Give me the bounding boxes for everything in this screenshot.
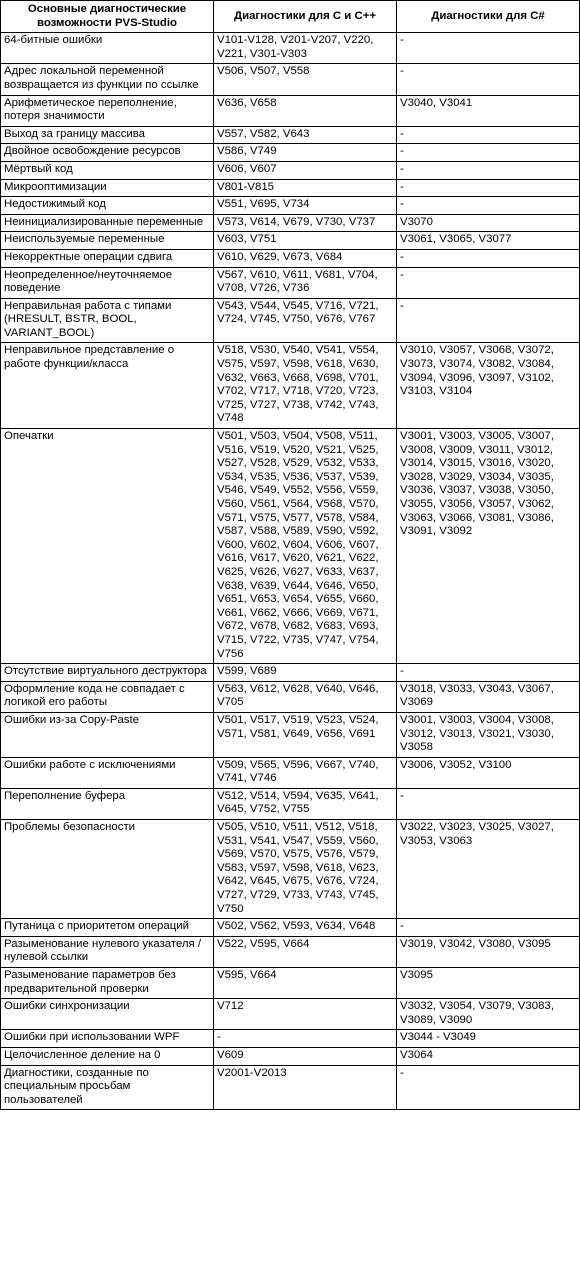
cpp-cell: V563, V612, V628, V640, V646, V705	[214, 681, 397, 712]
header-row	[1, 1, 580, 33]
csharp-cell: V3019, V3042, V3080, V3095	[397, 936, 580, 967]
capability-cell: Путаница с приоритетом операций	[1, 919, 214, 937]
table-row	[1, 33, 580, 64]
capability-cell: Разыменование параметров без предварительной проверки	[1, 968, 214, 999]
cpp-cell: V595, V664	[214, 968, 397, 999]
cpp-cell: V599, V689	[214, 664, 397, 682]
csharp-cell: -	[397, 126, 580, 144]
table-row	[1, 232, 580, 250]
csharp-cell: -	[397, 788, 580, 819]
table-row	[1, 214, 580, 232]
csharp-cell: -	[397, 1065, 580, 1110]
capability-cell: 64-битные ошибки	[1, 33, 214, 64]
table-row	[1, 681, 580, 712]
csharp-cell: V3095	[397, 968, 580, 999]
cpp-cell: V501, V503, V504, V508, V511, V516, V519, V520, V521, V525, V527, V528, V529, V532, V533, V534, V535, V536, V537, V539, V546, V549, V552, V556, V559, V560, V561, V564, V568, V570, V571, V575, V577, V578, V584, V587, V588, V589, V590, V592, V600, V602, V604, V606, V607, V616, V617, V620, V621, V622, V625, V626, V627, V633, V637, V638, V639, V644, V646, V650, V651, V653, V654, V655, V660, V661, V662, V666, V669, V671, V672, V678, V682, V683, V693, V715, V722, V735, V747, V754, V756	[214, 429, 397, 664]
table-row	[1, 919, 580, 937]
table-row	[1, 1047, 580, 1065]
cpp-cell: V610, V629, V673, V684	[214, 249, 397, 267]
table-row	[1, 1030, 580, 1048]
cpp-cell: V636, V658	[214, 95, 397, 126]
table-row	[1, 343, 580, 429]
table-row	[1, 936, 580, 967]
cpp-cell: V606, V607	[214, 161, 397, 179]
table-row	[1, 197, 580, 215]
table-row	[1, 249, 580, 267]
table-row	[1, 712, 580, 757]
header-capabilities: Основные диагностические возможности PVS-Studio	[1, 1, 214, 33]
capability-cell: Выход за границу массива	[1, 126, 214, 144]
csharp-cell: V3001, V3003, V3005, V3007, V3008, V3009, V3011, V3012, V3014, V3015, V3016, V3020, V3028, V3029, V3034, V3035, V3036, V3037, V3038, V3050, V3055, V3056, V3057, V3062, V3063, V3066, V3081, V3086, V3091, V3092	[397, 429, 580, 664]
csharp-cell: V3001, V3003, V3004, V3008, V3012, V3013, V3021, V3030, V3058	[397, 712, 580, 757]
capability-cell: Адрес локальной переменной возвращается из функции по ссылке	[1, 64, 214, 95]
table-row	[1, 999, 580, 1030]
table-row	[1, 968, 580, 999]
table-row	[1, 298, 580, 343]
cpp-cell: V518, V530, V540, V541, V554, V575, V597, V598, V618, V630, V632, V663, V668, V698, V701, V702, V717, V718, V720, V723, V725, V727, V738, V742, V743, V748	[214, 343, 397, 429]
csharp-cell: -	[397, 197, 580, 215]
capability-cell: Неинициализированные переменные	[1, 214, 214, 232]
cpp-cell: V502, V562, V593, V634, V648	[214, 919, 397, 937]
cpp-cell: V543, V544, V545, V716, V721, V724, V745, V750, V676, V767	[214, 298, 397, 343]
capability-cell: Неиспользуемые переменные	[1, 232, 214, 250]
capability-cell: Диагностики, созданные по специальным просьбам пользователей	[1, 1065, 214, 1110]
table-row	[1, 788, 580, 819]
csharp-cell: V3032, V3054, V3079, V3083, V3089, V3090	[397, 999, 580, 1030]
capability-cell: Оформление кода не совпадает с логикой его работы	[1, 681, 214, 712]
cpp-cell: V551, V695, V734	[214, 197, 397, 215]
cpp-cell: -	[214, 1030, 397, 1048]
capability-cell: Опечатки	[1, 429, 214, 664]
cpp-cell: V2001-V2013	[214, 1065, 397, 1110]
table-row	[1, 126, 580, 144]
table-row	[1, 161, 580, 179]
csharp-cell: -	[397, 179, 580, 197]
csharp-cell: V3040, V3041	[397, 95, 580, 126]
capability-cell: Ошибки работе с исключениями	[1, 757, 214, 788]
csharp-cell: -	[397, 144, 580, 162]
csharp-cell: V3064	[397, 1047, 580, 1065]
capability-cell: Неправильное представление о работе функции/класса	[1, 343, 214, 429]
csharp-cell: -	[397, 64, 580, 95]
capability-cell: Ошибки из-за Copy-Paste	[1, 712, 214, 757]
header-cpp-diagnostics: Диагностики для C и C++	[214, 1, 397, 33]
table-row	[1, 1065, 580, 1110]
cpp-cell: V522, V595, V664	[214, 936, 397, 967]
csharp-cell: -	[397, 161, 580, 179]
csharp-cell: -	[397, 33, 580, 64]
header-csharp-diagnostics: Диагностики для C#	[397, 1, 580, 33]
table-row	[1, 95, 580, 126]
csharp-cell: -	[397, 919, 580, 937]
capability-cell: Проблемы безопасности	[1, 820, 214, 919]
csharp-cell: -	[397, 664, 580, 682]
capability-cell: Мёртвый код	[1, 161, 214, 179]
csharp-cell: V3010, V3057, V3068, V3072, V3073, V3074, V3082, V3084, V3094, V3096, V3097, V3102, V3103, V3104	[397, 343, 580, 429]
cpp-cell: V506, V507, V558	[214, 64, 397, 95]
table-row	[1, 64, 580, 95]
cpp-cell: V586, V749	[214, 144, 397, 162]
capability-cell: Отсутствие виртуального деструктора	[1, 664, 214, 682]
cpp-cell: V567, V610, V611, V681, V704, V708, V726, V736	[214, 267, 397, 298]
capability-cell: Неправильная работа с типами (HRESULT, BSTR, BOOL, VARIANT_BOOL)	[1, 298, 214, 343]
csharp-cell: V3006, V3052, V3100	[397, 757, 580, 788]
cpp-cell: V712	[214, 999, 397, 1030]
capability-cell: Неопределенное/неуточняемое поведение	[1, 267, 214, 298]
cpp-cell: V501, V517, V519, V523, V524, V571, V581, V649, V656, V691	[214, 712, 397, 757]
capability-cell: Переполнение буфера	[1, 788, 214, 819]
cpp-cell: V609	[214, 1047, 397, 1065]
cpp-cell: V801-V815	[214, 179, 397, 197]
table-row	[1, 820, 580, 919]
cpp-cell: V512, V514, V594, V635, V641, V645, V752, V755	[214, 788, 397, 819]
csharp-cell: V3061, V3065, V3077	[397, 232, 580, 250]
csharp-cell: V3022, V3023, V3025, V3027, V3053, V3063	[397, 820, 580, 919]
csharp-cell: V3018, V3033, V3043, V3067, V3069	[397, 681, 580, 712]
csharp-cell: -	[397, 298, 580, 343]
csharp-cell: -	[397, 249, 580, 267]
capability-cell: Арифметическое переполнение, потеря значимости	[1, 95, 214, 126]
capability-cell: Ошибки синхронизации	[1, 999, 214, 1030]
cpp-cell: V603, V751	[214, 232, 397, 250]
capability-cell: Двойное освобождение ресурсов	[1, 144, 214, 162]
csharp-cell: -	[397, 267, 580, 298]
csharp-cell: V3044 - V3049	[397, 1030, 580, 1048]
cpp-cell: V505, V510, V511, V512, V518, V531, V541, V547, V559, V560, V569, V570, V575, V576, V579, V583, V597, V598, V618, V623, V642, V645, V675, V676, V724, V727, V729, V733, V743, V745, V750	[214, 820, 397, 919]
table-row	[1, 664, 580, 682]
table-row	[1, 757, 580, 788]
table-row	[1, 267, 580, 298]
capability-cell: Недостижимый код	[1, 197, 214, 215]
table-row	[1, 429, 580, 664]
cpp-cell: V509, V565, V596, V667, V740, V741, V746	[214, 757, 397, 788]
cpp-cell: V557, V582, V643	[214, 126, 397, 144]
capability-cell: Некорректные операции сдвига	[1, 249, 214, 267]
table-row	[1, 144, 580, 162]
table-body	[1, 33, 580, 1110]
csharp-cell: V3070	[397, 214, 580, 232]
cpp-cell: V573, V614, V679, V730, V737	[214, 214, 397, 232]
cpp-cell: V101-V128, V201-V207, V220, V221, V301-V303	[214, 33, 397, 64]
capability-cell: Ошибки при использовании WPF	[1, 1030, 214, 1048]
capability-cell: Целочисленное деление на 0	[1, 1047, 214, 1065]
capability-cell: Разыменование нулевого указателя / нулевой ссылки	[1, 936, 214, 967]
capability-cell: Микрооптимизации	[1, 179, 214, 197]
table-row	[1, 179, 580, 197]
